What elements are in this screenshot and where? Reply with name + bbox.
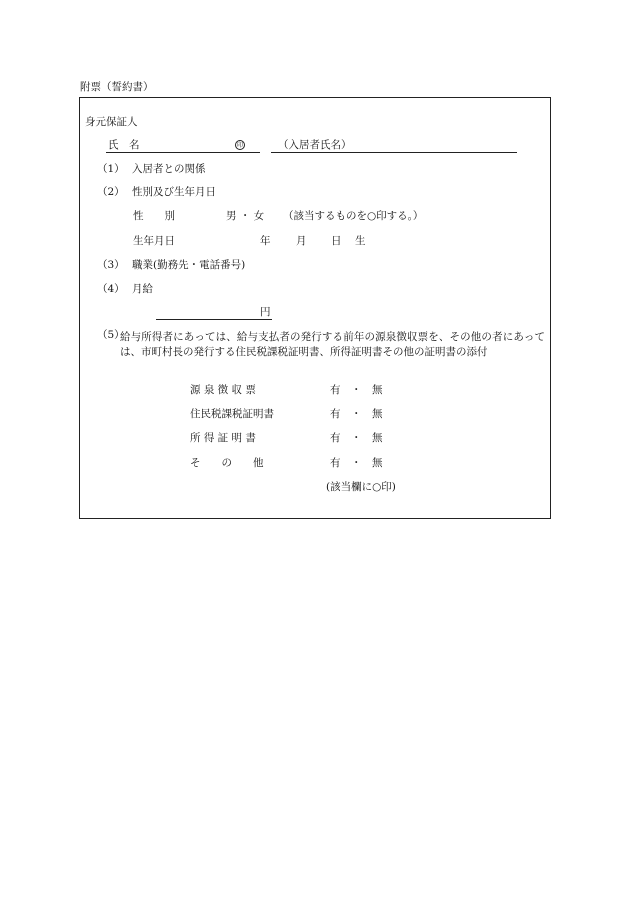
item4-label: 月給 [132,283,153,295]
gender-label: 性 別 [133,210,175,222]
birth-year: 年 [260,235,271,247]
doc-name: 所 得 証 明 書 [190,432,256,444]
doc-name: そ の 他 [190,457,264,469]
form-title: 附票（誓約書） [80,81,154,93]
doc-options: 有 ・ 無 [330,408,383,420]
resident-name-underline [271,152,517,153]
name-underline [106,152,260,153]
doc-options: 有 ・ 無 [330,384,383,396]
selection-note: (該当欄に○印) [326,481,396,493]
gender-options: 男 ・ 女 [226,210,265,222]
birth-suffix: 生 [355,235,366,247]
seal-mark [235,140,245,151]
guarantor-heading: 身元保証人 [85,116,138,128]
birth-month: 月 [296,235,307,247]
item2-number: （2） [97,186,125,198]
name-label: 氏 名 [108,139,140,151]
item3-number: （3） [97,259,125,271]
birth-date-label: 生年月日 [133,235,175,247]
item5-number: （5） [97,329,125,341]
item2-label: 性別及び生年月日 [132,186,216,198]
salary-underline [156,319,272,320]
item3-label: 職業(勤務先・電話番号) [132,259,246,271]
gender-note: （該当するものを○印する。） [283,210,424,222]
item1-label: 入居者との関係 [132,163,206,175]
salary-currency: 円 [260,306,271,318]
birth-day: 日 [331,235,342,247]
seal-icon: 印 [236,142,243,149]
item5-text: 給与所得者にあっては、給与支払者の発行する前年の源泉徴収票を、その他の者にあっては、市町村長の発行する住民税課税証明書、所得証明書その他の証明書の添付 [120,331,545,358]
pledge-form-box [79,97,551,519]
doc-options: 有 ・ 無 [330,432,383,444]
doc-name: 住民税課税証明書 [190,408,274,420]
item1-number: （1） [97,163,125,175]
doc-options: 有 ・ 無 [330,457,383,469]
doc-name: 源 泉 徴 収 票 [190,384,256,396]
item4-number: （4） [97,283,125,295]
resident-name-label: （入居者氏名） [278,139,352,151]
